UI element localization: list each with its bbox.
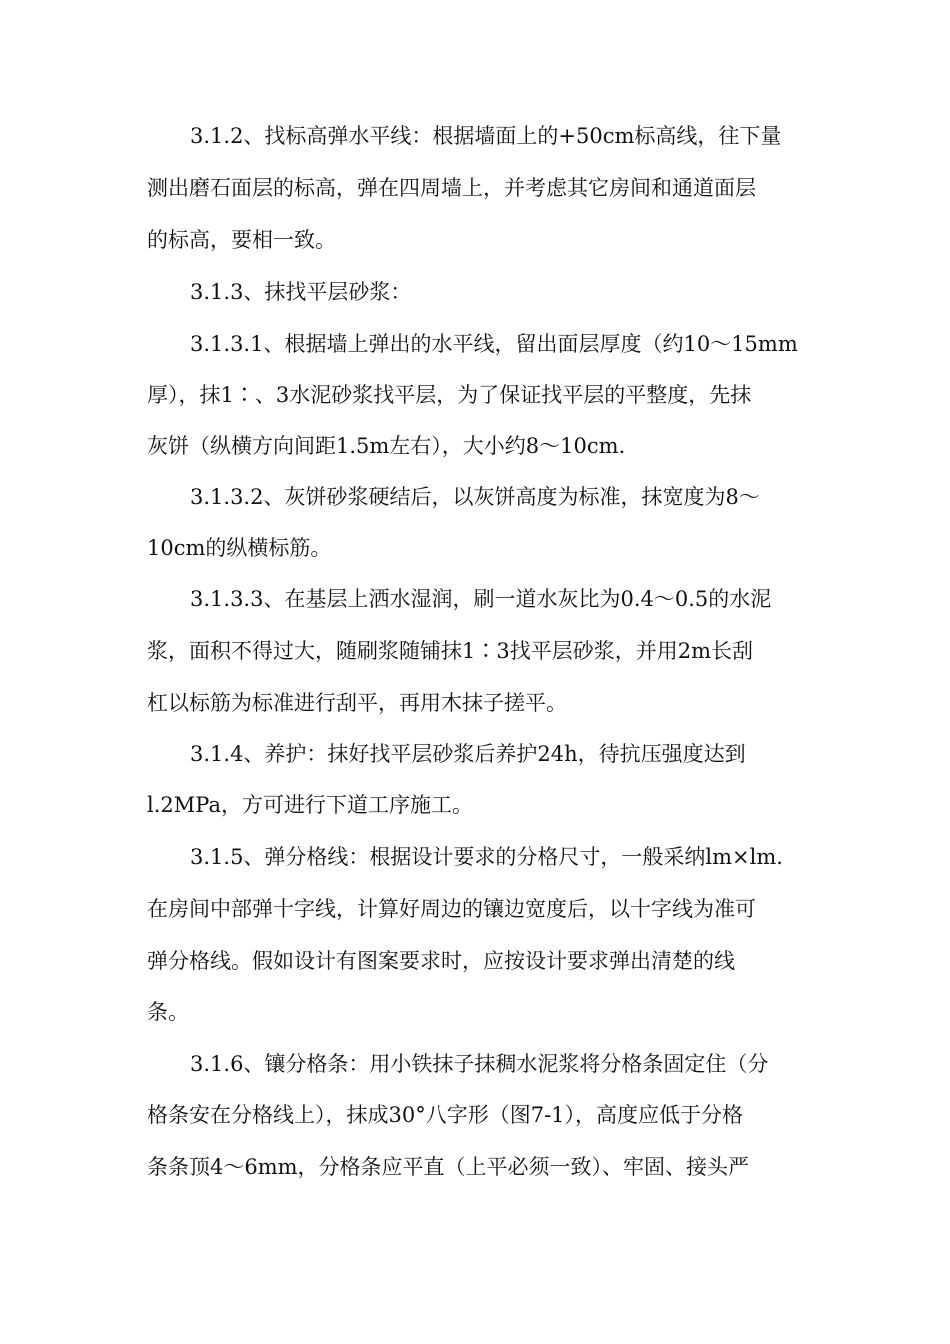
text-line-3: 的标高，要相一致。 bbox=[147, 228, 336, 252]
text-line-15: 3.1.5、弹分格线：根据设计要求的分格尺寸，一般采纳lm×lm. bbox=[190, 845, 783, 869]
text-line-11: 浆，面积不得过大，随刷浆随铺抹1∶3找平层砂浆，并用2m长刮 bbox=[147, 639, 753, 663]
text-line-14: l.2MPa，方可进行下道工序施工。 bbox=[147, 793, 473, 817]
text-line-1: 3.1.2、找标高弹水平线：根据墙面上的+50cm标高线，往下量 bbox=[190, 124, 782, 148]
text-line-12: 杠以标筋为标准进行刮平，再用木抹子搓平。 bbox=[147, 691, 567, 715]
text-line-4: 3.1.3、抹找平层砂浆： bbox=[190, 280, 412, 304]
text-line-7: 灰饼（纵横方向间距1.5m左右），大小约8～10cm. bbox=[147, 434, 626, 458]
text-line-17: 弹分格线。假如设计有图案要求时，应按设计要求弹出清楚的线 bbox=[147, 949, 735, 973]
text-line-9: 10cm的纵横标筋。 bbox=[147, 536, 332, 560]
text-line-2: 测出磨石面层的标高，弹在四周墙上，并考虑其它房间和通道面层 bbox=[147, 176, 756, 200]
text-line-8: 3.1.3.2、灰饼砂浆硬结后，以灰饼高度为标准，抹宽度为8～ bbox=[190, 485, 760, 509]
text-line-10: 3.1.3.3、在基层上洒水湿润，刷一道水灰比为0.4～0.5的水泥 bbox=[190, 587, 772, 611]
text-line-19: 3.1.6、镶分格条：用小铁抹子抹稠水泥浆将分格条固定住（分 bbox=[190, 1052, 769, 1076]
text-line-16: 在房间中部弹十字线，计算好周边的镶边宽度后，以十字线为准可 bbox=[147, 897, 756, 921]
text-line-18: 条。 bbox=[147, 1000, 189, 1024]
text-line-21: 条条顶4～6mm，分格条应平直（上平必须一致）、牢固、接头严 bbox=[147, 1155, 750, 1179]
text-line-13: 3.1.4、养护：抹好找平层砂浆后养护24h，待抗压强度达到 bbox=[190, 742, 746, 766]
text-line-20: 格条安在分格线上），抹成30°八字形（图7-1），高度应低于分格 bbox=[147, 1103, 744, 1127]
text-line-5: 3.1.3.1、根据墙上弹出的水平线，留出面层厚度（约10～15mm bbox=[190, 332, 798, 356]
text-line-6: 厚），抹1∶、3水泥砂浆找平层，为了保证找平层的平整度，先抹 bbox=[147, 383, 752, 407]
